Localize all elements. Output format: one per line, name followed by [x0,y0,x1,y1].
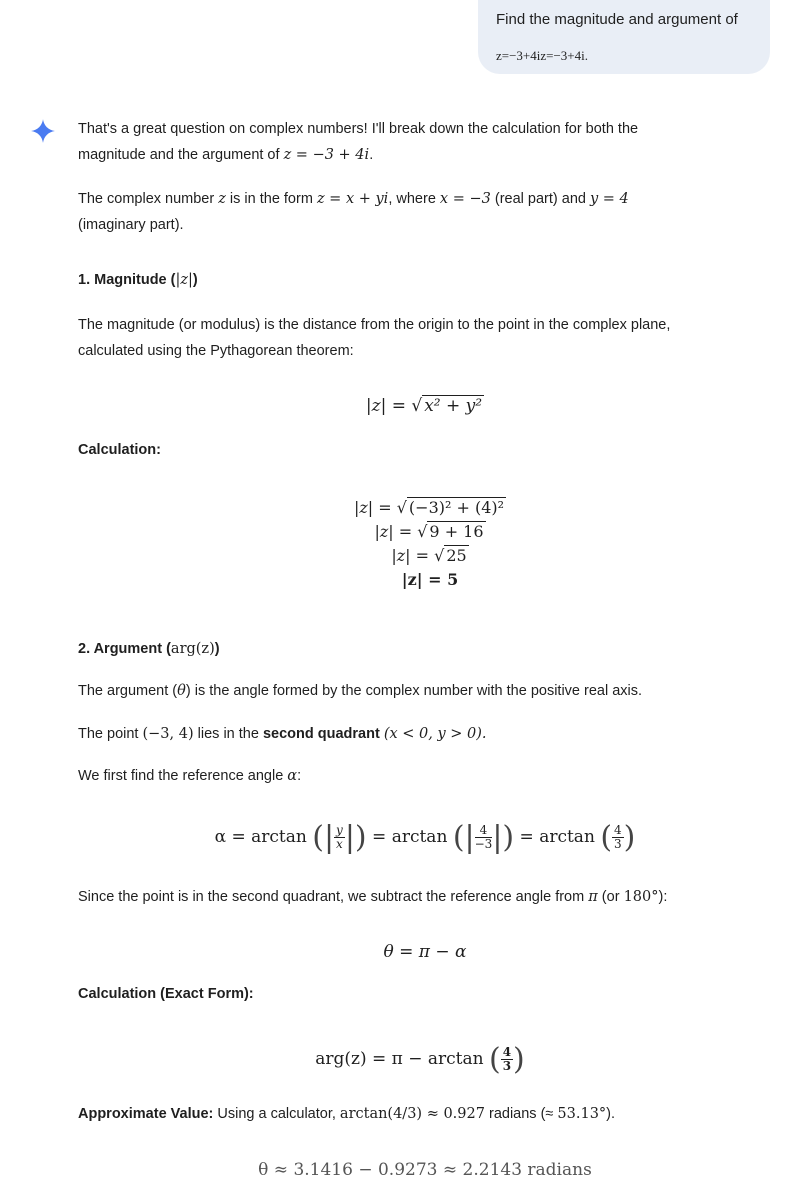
alpha-equation: α = arctan (| $\frac{y}{x}$ |) = arctan (| $\frac{4}{-3}$ |) = arctan ( $\frac{4}{3}$ ) [214,820,636,855]
approx-text-c: ). [606,1106,616,1122]
since-paragraph [78,884,758,910]
fraction-4-over-3-bold: $\frac{4}{3}$ [502,1045,512,1073]
section1-math: |z| [175,272,193,288]
approx-text-b: radians (≈ [489,1106,554,1122]
intro-text-b: magnitude and the argument of [78,147,280,163]
alpha-eq-rhs: = arctan [519,827,595,847]
calc-row-rad: 9 + 16 [429,522,484,541]
fraction-4-over-neg3: $\frac{4}{-3}$ [474,823,493,851]
user-message-line2: z=−3+4iz=−3+4i. [496,48,589,63]
calc-row [340,496,520,520]
reference-angle-paragraph [78,763,758,789]
form-where: , where [388,191,436,207]
magnitude-formula: |z| = √ x² + y² [365,396,483,416]
form-text-mid: is in the form [229,191,313,207]
intro-paragraph: That's a great question on complex numbers! I'll break down the calculation for both the magnitude and the argument of z = −3 + 4i. [78,121,639,163]
mag-desc-a: The magnitude (or modulus) is the distance from the origin to the point in the complex plane, [78,317,671,333]
form-y: y = 4 [589,191,629,207]
alpha-eq-mid: = arctan [372,827,448,847]
since-text-b: (or [601,889,620,905]
mag-formula-lhs: |z| = [365,396,412,416]
fraction-y-over-x: $\frac{y}{x}$ [336,823,343,851]
form-text-b: (imaginary part). [78,217,184,233]
form-x: x = −3 [439,191,491,207]
final-approximation: θ ≈ 3.1416 − 0.9273 ≈ 2.2143 radians [258,1160,592,1180]
ref-text-a: We first find the reference angle [78,768,284,784]
approx-math: arctan(4/3) ≈ 0.927 [339,1106,485,1122]
section2-heading [78,641,220,657]
arg-desc-b: ) is the angle formed by the complex number with the positive real axis. [185,683,643,699]
form-z: z [218,191,226,207]
point-paragraph [78,721,758,747]
point-text-b: lies in the [197,726,259,742]
approx-deg: 53.13° [557,1106,607,1122]
alpha-eq-lhs: α = arctan [214,827,307,847]
arg-desc-a: The argument ( [78,683,178,699]
point-math: (−3, 4) [142,726,194,742]
approx-label: Approximate Value: [78,1106,214,1122]
calc-row-lhs: |z| = √ [391,546,445,565]
section1-title: 1. Magnitude ( [78,272,176,288]
intro-math: z = −3 + 4i [283,147,370,163]
form-paragraph [78,186,758,238]
ref-colon: : [297,768,302,784]
approximate-paragraph [78,1101,778,1127]
ref-alpha: α [287,768,298,784]
exact-eq-lhs: arg(z) = π − arctan [315,1049,484,1069]
calc-row [340,568,520,592]
since-text-a: Since the point is in the second quadrant, we subtract the reference angle from [78,889,585,905]
point-bold: second quadrant [262,726,380,742]
section1-close: ) [192,272,198,288]
argument-description [78,678,758,704]
calc-row [340,520,520,544]
magnitude-description [78,312,758,364]
since-pi: π [588,889,598,905]
calc-row [340,544,520,568]
exact-form-label: Calculation (Exact Form): [78,986,254,1002]
gemini-spark-icon [30,118,56,144]
mag-desc-b: calculated using the Pythagorean theorem: [78,343,354,359]
section2-title: 2. Argument ( [78,641,171,657]
form-real: (real part) and [494,191,586,207]
fraction-4-over-3: $\frac{4}{3}$ [614,823,622,851]
section1-heading [78,272,198,288]
mag-formula-radicand: x² + y² [424,396,483,416]
calculation-label: Calculation: [78,442,161,458]
magnitude-calculation [340,496,520,592]
section2-math: arg(z) [170,641,215,657]
point-text-a: The point [78,726,139,742]
arg-desc-theta: θ [177,683,186,699]
form-text-a: The complex number [78,191,215,207]
since-deg: 180° [623,889,659,905]
intro-text-a: That's a great question on complex numbers! I'll break down the calculation for both the [78,121,639,137]
since-text-c: ): [658,889,668,905]
approx-text-a: Using a calculator, [217,1106,336,1122]
calc-row-rad: (−3)² + (4)² [408,498,505,517]
point-condition: (x < 0, y > 0). [383,726,487,742]
exact-form-equation: arg(z) = π − arctan ( $\frac{4}{3}$ ) [315,1042,525,1077]
calc-row-lhs: |z| = √ [374,522,428,541]
theta-formula: θ = π − α [383,942,467,962]
calc-row-lhs: |z| = √ [353,498,407,517]
user-message-bubble [478,0,770,74]
form-math: z = x + yi [316,191,389,207]
user-message-line1: Find the magnitude and argument of [496,11,738,28]
calc-row-rad: 25 [446,546,467,565]
calc-row-lhs: |z| = 5 [401,570,459,589]
section2-close: ) [214,641,220,657]
